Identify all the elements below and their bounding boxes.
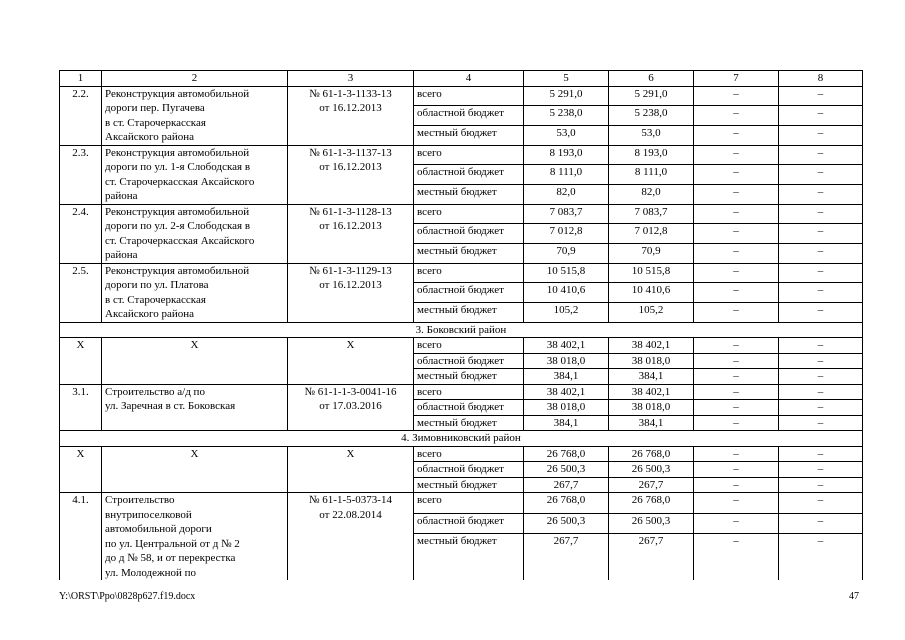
value-col8: – xyxy=(779,302,863,322)
value-col7: – xyxy=(694,400,779,416)
value-col8: – xyxy=(779,400,863,416)
document-ref xyxy=(288,145,414,204)
value-col6: 7 012,8 xyxy=(609,224,694,244)
column-header: 2 xyxy=(102,71,288,87)
value-col6: 267,7 xyxy=(609,534,694,581)
value-col6: 38 018,0 xyxy=(609,400,694,416)
table-row xyxy=(60,446,863,462)
value-col8: – xyxy=(779,283,863,303)
funding-source: областной бюджет xyxy=(414,106,524,126)
object-name-line: внутрипоселковой xyxy=(105,508,192,521)
value-col8: – xyxy=(779,534,863,581)
value-col7: – xyxy=(694,369,779,385)
value-col7: – xyxy=(694,462,779,478)
value-col8: – xyxy=(779,369,863,385)
object-name xyxy=(102,145,288,204)
value-col7: – xyxy=(694,338,779,354)
column-header: 4 xyxy=(414,71,524,87)
object-name xyxy=(102,446,288,493)
value-col5: 26 500,3 xyxy=(524,462,609,478)
table-row xyxy=(60,384,863,400)
value-col6: 10 410,6 xyxy=(609,283,694,303)
document-ref-line: от 16.12.2013 xyxy=(319,161,382,173)
value-col7: – xyxy=(694,165,779,185)
object-name-line: Аксайского района xyxy=(105,131,194,143)
object-name-line: Реконструкция автомобильной xyxy=(105,264,250,277)
document-ref xyxy=(288,338,414,385)
value-col7: – xyxy=(694,353,779,369)
object-name-line: Х xyxy=(190,339,199,351)
object-name xyxy=(102,204,288,263)
value-col5: 267,7 xyxy=(524,534,609,581)
value-col7: – xyxy=(694,302,779,322)
header-row xyxy=(60,71,863,87)
value-col5: 26 768,0 xyxy=(524,446,609,462)
item-number: 2.2. xyxy=(60,86,102,145)
value-col5: 10 515,8 xyxy=(524,263,609,283)
value-col8: – xyxy=(779,493,863,514)
value-col6: 384,1 xyxy=(609,415,694,431)
value-col5: 26 500,3 xyxy=(524,513,609,534)
value-col6: 38 402,1 xyxy=(609,384,694,400)
column-header: 8 xyxy=(779,71,863,87)
value-col5: 38 018,0 xyxy=(524,400,609,416)
object-name-line: района xyxy=(105,190,138,202)
object-name xyxy=(102,493,288,581)
funding-source: местный бюджет xyxy=(414,477,524,493)
value-col6: 26 768,0 xyxy=(609,493,694,514)
object-name xyxy=(102,86,288,145)
value-col8: – xyxy=(779,204,863,224)
document-ref xyxy=(288,384,414,431)
value-col7: – xyxy=(694,493,779,514)
value-col8: – xyxy=(779,125,863,145)
document-ref-line: от 17.03.2016 xyxy=(319,400,382,412)
value-col8: – xyxy=(779,224,863,244)
value-col7: – xyxy=(694,384,779,400)
document-ref xyxy=(288,446,414,493)
funding-source: областной бюджет xyxy=(414,400,524,416)
value-col8: – xyxy=(779,184,863,204)
item-number: 2.3. xyxy=(60,145,102,204)
funding-source: местный бюджет xyxy=(414,415,524,431)
funding-source: всего xyxy=(414,204,524,224)
object-name-line: дороги по ул. 2-я Слободская в xyxy=(105,220,251,232)
document-ref-line: Х xyxy=(346,447,355,460)
funding-source: областной бюджет xyxy=(414,165,524,185)
table-row xyxy=(60,204,863,224)
funding-source: всего xyxy=(414,446,524,462)
value-col5: 26 768,0 xyxy=(524,493,609,514)
value-col8: – xyxy=(779,106,863,126)
item-number: 3.1. xyxy=(60,384,102,431)
data-table xyxy=(59,70,863,580)
funding-source: областной бюджет xyxy=(414,353,524,369)
value-col7: – xyxy=(694,513,779,534)
value-col6: 26 500,3 xyxy=(609,462,694,478)
document-ref-line: от 22.08.2014 xyxy=(319,508,382,521)
column-header: 5 xyxy=(524,71,609,87)
footer-file-path: Y:\ORST\Ppo\0828p627.f19.docx xyxy=(59,591,196,602)
value-col7: – xyxy=(694,86,779,106)
table-row xyxy=(60,338,863,354)
value-col8: – xyxy=(779,462,863,478)
page-number: 47 xyxy=(849,591,859,602)
table-row xyxy=(60,145,863,165)
value-col7: – xyxy=(694,283,779,303)
object-name-line: в ст. Старочеркасская xyxy=(105,293,206,306)
value-col5: 38 402,1 xyxy=(524,338,609,354)
value-col8: – xyxy=(779,165,863,185)
value-col7: – xyxy=(694,125,779,145)
value-col5: 70,9 xyxy=(524,243,609,263)
object-name xyxy=(102,263,288,322)
funding-source: местный бюджет xyxy=(414,534,524,581)
column-header: 3 xyxy=(288,71,414,87)
document-ref xyxy=(288,86,414,145)
table-body xyxy=(60,71,863,581)
value-col6: 26 500,3 xyxy=(609,513,694,534)
object-name xyxy=(102,338,288,385)
value-col5: 53,0 xyxy=(524,125,609,145)
funding-source: местный бюджет xyxy=(414,243,524,263)
value-col8: – xyxy=(779,446,863,462)
object-name-line: автомобильной дороги xyxy=(105,523,212,535)
object-name-line: ст. Старочеркасская Аксайского xyxy=(105,175,255,188)
section-title: 4. Зимовниковский район xyxy=(60,431,863,447)
value-col5: 384,1 xyxy=(524,369,609,385)
value-col8: – xyxy=(779,145,863,165)
object-name xyxy=(102,384,288,431)
document-ref-line: № 61-1-3-1137-13 xyxy=(309,146,392,159)
section-title: 3. Боковский район xyxy=(60,322,863,338)
value-col6: 384,1 xyxy=(609,369,694,385)
object-name-line: Аксайского района xyxy=(105,308,194,320)
funding-source: всего xyxy=(414,493,524,514)
item-number: 2.5. xyxy=(60,263,102,322)
value-col6: 105,2 xyxy=(609,302,694,322)
value-col6: 5 238,0 xyxy=(609,106,694,126)
value-col7: – xyxy=(694,477,779,493)
funding-source: всего xyxy=(414,338,524,354)
document-ref xyxy=(288,263,414,322)
value-col7: – xyxy=(694,534,779,581)
document-ref xyxy=(288,204,414,263)
value-col7: – xyxy=(694,204,779,224)
value-col7: – xyxy=(694,415,779,431)
value-col8: – xyxy=(779,86,863,106)
table-row xyxy=(60,86,863,106)
table-row xyxy=(60,493,863,514)
value-col5: 5 291,0 xyxy=(524,86,609,106)
value-col5: 267,7 xyxy=(524,477,609,493)
object-name-line: Реконструкция автомобильной xyxy=(105,146,250,159)
column-header: 1 xyxy=(60,71,102,87)
value-col7: – xyxy=(694,263,779,283)
object-name-line: Строительство xyxy=(105,494,175,506)
column-header: 7 xyxy=(694,71,779,87)
object-name-line: района xyxy=(105,249,138,261)
value-col7: – xyxy=(694,446,779,462)
value-col6: 38 402,1 xyxy=(609,338,694,354)
document-ref-line: № 61-1-5-0373-14 xyxy=(309,494,392,506)
item-number: 4.1. xyxy=(60,493,102,581)
value-col8: – xyxy=(779,243,863,263)
value-col6: 7 083,7 xyxy=(609,204,694,224)
value-col6: 8 111,0 xyxy=(609,165,694,185)
value-col5: 7 083,7 xyxy=(524,204,609,224)
value-col8: – xyxy=(779,384,863,400)
object-name-line: Реконструкция автомобильной xyxy=(105,87,250,100)
value-col5: 38 402,1 xyxy=(524,384,609,400)
value-col7: – xyxy=(694,145,779,165)
value-col8: – xyxy=(779,477,863,493)
value-col5: 7 012,8 xyxy=(524,224,609,244)
value-col7: – xyxy=(694,224,779,244)
object-name-line: ст. Старочеркасская Аксайского xyxy=(105,234,255,247)
value-col6: 5 291,0 xyxy=(609,86,694,106)
object-name-line: до д № 58, и от перекрестка xyxy=(105,552,236,564)
value-col5: 8 193,0 xyxy=(524,145,609,165)
document-ref-line: Х xyxy=(346,339,355,351)
object-name-line: Строительство а/д по xyxy=(105,385,205,398)
value-col5: 5 238,0 xyxy=(524,106,609,126)
object-name-line: дороги по ул. Платова xyxy=(105,279,209,291)
object-name-line: по ул. Центральной от д № 2 xyxy=(105,537,240,550)
funding-source: всего xyxy=(414,145,524,165)
funding-source: местный бюджет xyxy=(414,369,524,385)
value-col7: – xyxy=(694,184,779,204)
document-ref-line: № 61-1-3-1129-13 xyxy=(309,264,392,277)
value-col6: 8 193,0 xyxy=(609,145,694,165)
document-ref-line: № 61-1-3-1133-13 xyxy=(309,87,392,100)
funding-source: всего xyxy=(414,86,524,106)
value-col5: 38 018,0 xyxy=(524,353,609,369)
value-col5: 8 111,0 xyxy=(524,165,609,185)
funding-source: местный бюджет xyxy=(414,125,524,145)
funding-source: местный бюджет xyxy=(414,302,524,322)
value-col8: – xyxy=(779,353,863,369)
column-header: 6 xyxy=(609,71,694,87)
funding-source: областной бюджет xyxy=(414,224,524,244)
document-ref-line: № 61-1-3-1128-13 xyxy=(309,205,392,218)
document-ref xyxy=(288,493,414,581)
value-col8: – xyxy=(779,415,863,431)
value-col6: 26 768,0 xyxy=(609,446,694,462)
value-col5: 10 410,6 xyxy=(524,283,609,303)
funding-source: всего xyxy=(414,263,524,283)
object-name-line: Реконструкция автомобильной xyxy=(105,205,250,218)
object-name-line: ул. Заречная в ст. Боковская xyxy=(105,400,236,412)
object-name-line: дороги пер. Пугачева xyxy=(105,102,205,114)
funding-source: областной бюджет xyxy=(414,513,524,534)
funding-source: областной бюджет xyxy=(414,283,524,303)
value-col5: 82,0 xyxy=(524,184,609,204)
value-col6: 267,7 xyxy=(609,477,694,493)
item-number: Х xyxy=(60,446,102,493)
value-col5: 105,2 xyxy=(524,302,609,322)
document-ref-line: от 16.12.2013 xyxy=(319,102,382,114)
value-col7: – xyxy=(694,106,779,126)
document-ref-line: № 61-1-1-3-0041-16 xyxy=(304,385,397,398)
object-name-line: Х xyxy=(190,447,199,460)
document-ref-line: от 16.12.2013 xyxy=(319,279,382,291)
section-row xyxy=(60,431,863,447)
value-col5: 384,1 xyxy=(524,415,609,431)
object-name-line: дороги по ул. 1-я Слободская в xyxy=(105,161,251,173)
value-col8: – xyxy=(779,338,863,354)
item-number: 2.4. xyxy=(60,204,102,263)
value-col7: – xyxy=(694,243,779,263)
value-col8: – xyxy=(779,513,863,534)
funding-source: всего xyxy=(414,384,524,400)
funding-source: местный бюджет xyxy=(414,184,524,204)
item-number: Х xyxy=(60,338,102,385)
document-ref-line: от 16.12.2013 xyxy=(319,220,382,232)
object-name-line: ул. Молодежной по xyxy=(105,566,197,579)
object-name-line: в ст. Старочеркасская xyxy=(105,116,206,129)
value-col6: 70,9 xyxy=(609,243,694,263)
value-col8: – xyxy=(779,263,863,283)
value-col6: 10 515,8 xyxy=(609,263,694,283)
funding-source: областной бюджет xyxy=(414,462,524,478)
value-col6: 82,0 xyxy=(609,184,694,204)
section-row xyxy=(60,322,863,338)
value-col6: 38 018,0 xyxy=(609,353,694,369)
value-col6: 53,0 xyxy=(609,125,694,145)
table-row xyxy=(60,263,863,283)
